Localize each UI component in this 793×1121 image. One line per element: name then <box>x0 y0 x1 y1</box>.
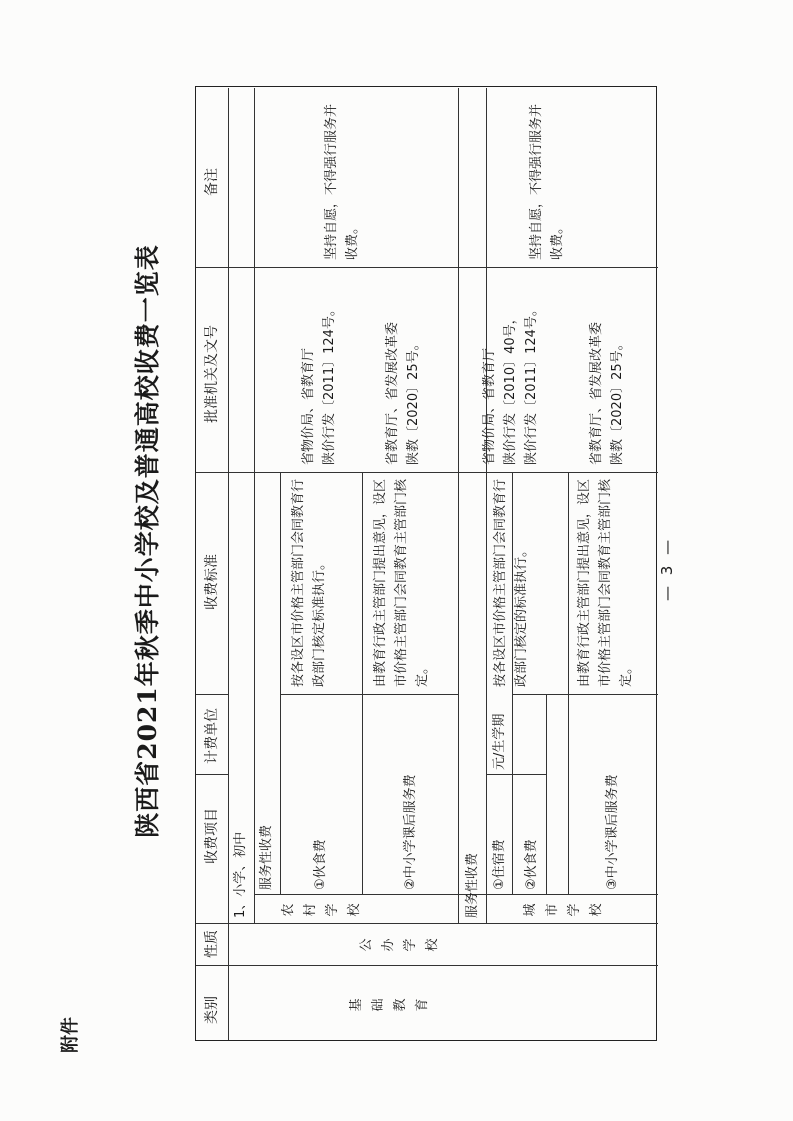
attachment-label: 附件 <box>60 1017 81 1053</box>
rural-authority-2a: 省教育厅、省发展改革委 <box>385 321 400 465</box>
page-title: 陕西省2021年秋季中小学校及普通高校收费一览表 <box>133 244 162 838</box>
urban-authority-3a: 省教育厅、省发展改革委 <box>589 321 604 465</box>
header-nature: 性质 <box>204 930 220 958</box>
rural-item-2: ②中小学课后服务费 <box>403 774 418 890</box>
header-standard: 收费标准 <box>204 554 220 610</box>
header-item: 收费项目 <box>204 808 220 864</box>
rural-label: 农村学校 <box>281 903 362 917</box>
rural-remark: 坚持自愿，不得强行服务并收费。 <box>324 103 360 260</box>
nature-label: 公办学校 <box>359 938 440 952</box>
urban-authority-3b: 陕教〔2020〕25号。 <box>610 337 625 465</box>
urban-item-3: ③中小学课后服务费 <box>605 774 620 890</box>
rural-row-divider <box>362 473 363 895</box>
standard-col-line <box>196 472 658 473</box>
rural-group-label: 服务性收费 <box>259 824 274 890</box>
item-col-line-urban <box>486 774 546 775</box>
section-rule <box>254 88 255 924</box>
unit-col-line-rural <box>280 694 458 695</box>
unit-col-line-urban <box>512 694 658 695</box>
urban-standard-3: 由教育行政主管部门提出意见，设区市价格主管部门会同教育主管部门核定。 <box>577 478 634 687</box>
authority-col-line <box>196 267 658 268</box>
nature-col-line <box>196 923 658 924</box>
rural-item-1: ①伙食费 <box>313 839 328 890</box>
urban-unit-1: 元/生学期 <box>492 713 507 770</box>
header-remark: 备注 <box>204 168 220 196</box>
urban-remark: 坚持自愿，不得强行服务并收费。 <box>529 103 565 260</box>
page-number: — 3 — <box>658 536 676 601</box>
subtype-col-line <box>254 894 658 895</box>
header-unit: 计费单位 <box>204 708 220 764</box>
urban-group-rule <box>486 88 487 924</box>
urban-label: 城市学校 <box>523 903 604 917</box>
urban-authority-1b: 陕价行发〔2010〕40号， <box>503 311 518 465</box>
rural-standard-1: 按各设区市价格主管部门会同教育行政部门核定标准执行。 <box>291 478 327 687</box>
rural-authority-2b: 陕教〔2020〕25号。 <box>406 337 421 465</box>
rural-authority-1a: 省物价局、省教育厅 <box>301 347 316 465</box>
rural-standard-2: 由教育行政主管部门提出意见，设区市价格主管部门会同教育主管部门核定。 <box>373 478 430 687</box>
urban-authority-1a: 省物价局、省教育厅 <box>482 347 497 465</box>
unit-col-line-header <box>196 694 228 695</box>
section-title: 1、小学、初中 <box>233 831 248 918</box>
urban-row3-rule <box>568 473 569 895</box>
category-col-line <box>196 965 658 966</box>
rural-authority-1b: 陕价行发〔2011〕124号。 <box>322 303 337 465</box>
header-rule <box>228 88 229 1040</box>
urban-item-1: ①住宿费 <box>492 839 507 890</box>
urban-row2-rule <box>546 695 547 895</box>
item-col-line-header <box>196 774 228 775</box>
urban-authority-1c: 陕价行发〔2011〕124号。 <box>524 303 539 465</box>
fee-table <box>195 86 657 1041</box>
rural-urban-divider <box>458 88 459 924</box>
urban-item-2: ②伙食费 <box>524 839 539 890</box>
rural-group-rule <box>280 473 281 895</box>
urban-group-label: 服务性收费 <box>465 852 480 918</box>
category-label: 基础教育 <box>349 998 430 1012</box>
urban-standard-1: 按各设区市价格主管部门会同教育行政部门核定的标准执行。 <box>493 478 529 687</box>
header-category: 类别 <box>204 996 220 1024</box>
header-authority: 批准机关及文号 <box>204 325 220 423</box>
